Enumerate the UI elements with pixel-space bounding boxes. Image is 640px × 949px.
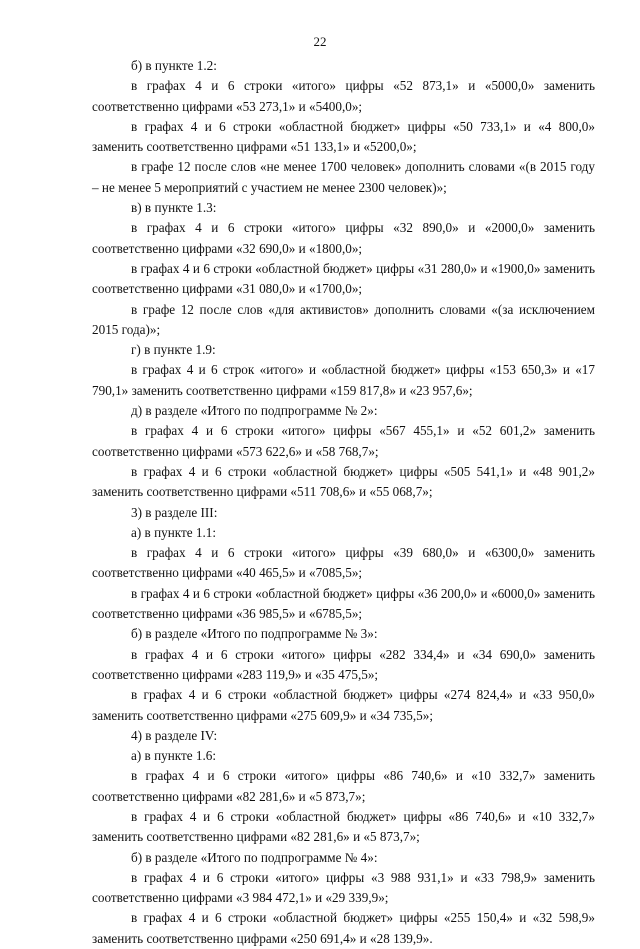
list-item: г) в пункте 1.9: [131,342,216,358]
list-item: в графе 12 после слов «не менее 1700 человек» дополнить словами «(в 2015 году – не менее 5 мероприятий с участием не менее 2300 человек)»; [92,159,595,195]
list-item: 3) в разделе III: [131,504,218,520]
list-item: в графах 4 и 6 строк «итого» и «областной бюджет» цифры «153 650,3» и «17 790,1» заменить соответственно цифрами «159 817,8» и «23 957,6»; [92,362,595,398]
list-item: 4) в разделе IV: [131,727,218,743]
list-item: б) в разделе «Итого по подпрограмме № 4»: [131,849,378,865]
list-item: а) в пункте 1.6: [131,748,217,764]
list-item: а) в пункте 1.1: [131,524,217,540]
list-item: б) в разделе «Итого по подпрограмме № 3»: [131,626,378,642]
list-item: в графах 4 и 6 строки «итого» цифры «86 740,6» и «10 332,7» заменить соответственно цифрами «82 281,6» и «5 873,7»; [92,768,595,804]
list-item: в графах 4 и 6 строки «итого» цифры «282 334,4» и «34 690,0» заменить соответственно цифрами «283 119,9» и «35 475,5»; [92,646,595,682]
list-item: в графах 4 и 6 строки «итого» цифры «39 680,0» и «6300,0» заменить соответственно цифрами «40 465,5» и «7085,5»; [92,545,595,581]
page-number: 22 [313,34,327,49]
list-item: в графах 4 и 6 строки «областной бюджет» цифры «274 824,4» и «33 950,0» заменить соответственно цифрами «275 609,9» и «34 735,5»; [92,687,595,723]
list-item: в графах 4 и 6 строки «областной бюджет» цифры «255 150,4» и «32 598,9» заменить соответственно цифрами «250 691,4» и «28 139,9». [92,910,595,946]
list-item: в графах 4 и 6 строки «областной бюджет» цифры «505 541,1» и «48 901,2» заменить соответственно цифрами «511 708,6» и «55 068,7»; [92,463,595,500]
list-item: в графах 4 и 6 строки «итого» цифры «3 988 931,1» и «33 798,9» заменить соответственно цифрами «3 984 472,1» и «29 339,9»; [92,869,595,906]
list-item: б) в пункте 1.2: [131,58,217,73]
list-item: в) в пункте 1.3: [131,200,217,216]
list-item: в графах 4 и 6 строки «областной бюджет» цифры «86 740,6» и «10 332,7» заменить соответственно цифрами «82 281,6» и «5 873,7»; [92,808,595,845]
list-item: в графах 4 и 6 строки «итого» цифры «567 455,1» и «52 601,2» заменить соответственно цифрами «573 622,6» и «58 768,7»; [92,423,595,459]
list-item: в графах 4 и 6 строки «итого» цифры «52 873,1» и «5000,0» заменить соответственно цифрами «53 273,1» и «5400,0»; [92,78,595,114]
list-item: в графах 4 и 6 строки «областной бюджет» цифры «31 280,0» и «1900,0» заменить соответственно цифрами «31 080,0» и «1700,0»; [92,260,595,297]
list-item: в графах 4 и 6 строки «итого» цифры «32 890,0» и «2000,0» заменить соответственно цифрами «32 690,0» и «1800,0»; [92,220,595,256]
document-body [92,56,595,949]
list-item: в графах 4 и 6 строки «областной бюджет» цифры «36 200,0» и «6000,0» заменить соответственно цифрами «36 985,5» и «6785,5»; [92,585,595,622]
list-item: в графах 4 и 6 строки «областной бюджет» цифры «50 733,1» и «4 800,0» заменить соответственно цифрами «51 133,1» и «5200,0»; [92,118,595,155]
list-item: в графе 12 после слов «для активистов» дополнить словами «(за исключением 2015 года)»; [92,301,595,337]
list-item: д) в разделе «Итого по подпрограмме № 2»: [131,403,378,419]
